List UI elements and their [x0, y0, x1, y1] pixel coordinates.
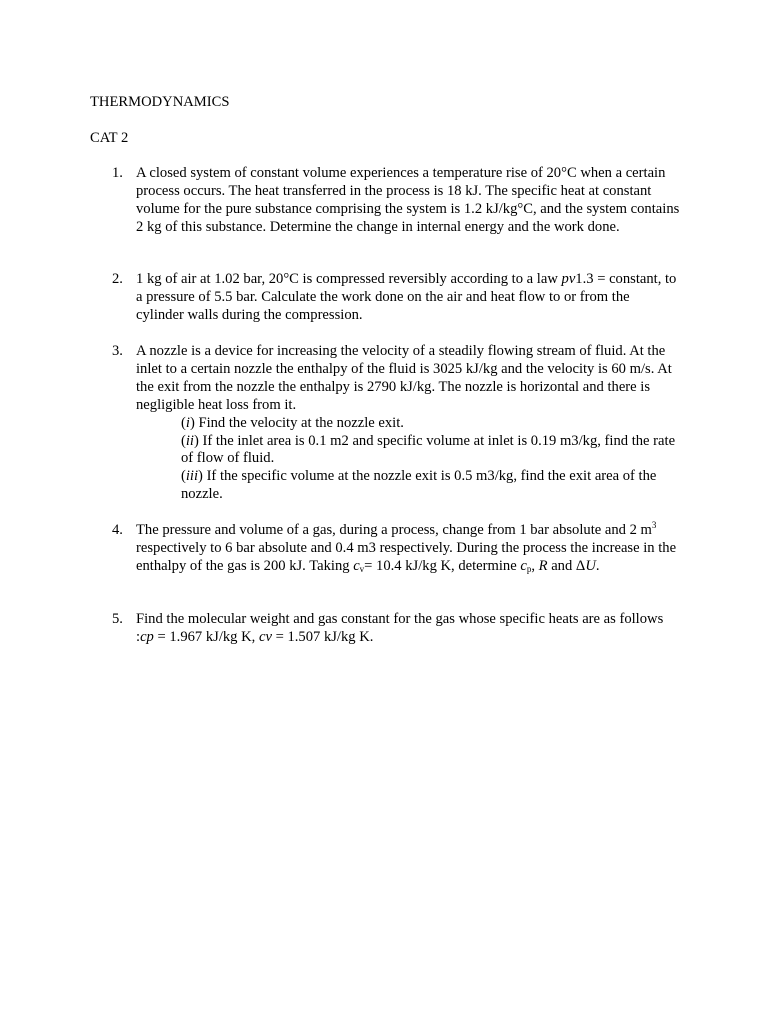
- text-run: respectively to 6 bar absolute and 0.4 m3 respectively. During the process the increase in the enthalpy of the gas is 200 kJ. Taking: [136, 539, 677, 574]
- question-3: [110, 343, 680, 504]
- question-text: [136, 271, 680, 325]
- text-run: and Δ: [547, 557, 586, 574]
- question-number: 3.: [112, 343, 123, 359]
- text-run: .: [595, 557, 600, 574]
- paren-close: ): [198, 468, 203, 485]
- paren-close: ): [193, 432, 199, 449]
- question-text: [136, 611, 680, 647]
- text-run: = 1.967 kJ/kg K,: [153, 628, 259, 645]
- text-run: 1 kg of air at 1.02 bar, 20°C is compressed reversibly according to a law: [136, 271, 562, 287]
- text-run: Find the molecular weight and gas constant for the gas whose specific heats are as follows :: [136, 611, 664, 645]
- question-2: [110, 271, 680, 325]
- italic-run: pv: [561, 271, 576, 287]
- paren-open: (: [181, 414, 186, 431]
- question-4: [110, 522, 680, 576]
- sub-question-label: iii: [185, 468, 199, 485]
- question-number: 4.: [112, 522, 123, 538]
- italic-run: cv: [258, 628, 272, 645]
- question-number: 5.: [112, 611, 123, 627]
- question-text: [136, 522, 680, 576]
- paren-open: (: [181, 468, 186, 485]
- superscript: 3: [651, 520, 657, 530]
- document-subtitle: CAT 2: [90, 130, 129, 146]
- text-run: ,: [531, 557, 539, 574]
- question-number: 1.: [112, 165, 123, 181]
- italic-run: R: [538, 557, 548, 574]
- italic-run: cp: [140, 628, 154, 645]
- italic-run: U: [585, 557, 596, 574]
- question-1: [110, 165, 680, 237]
- question-5: [110, 611, 680, 647]
- document-title: THERMODYNAMICS: [90, 94, 230, 110]
- subscript: p: [526, 563, 532, 574]
- subscript: v: [359, 563, 365, 574]
- text-run: 1.3 = constant, to a pressure of 5.5 bar. Calculate the work done on the air and heat flow to or from the cylinder walls during the compression.: [136, 271, 677, 323]
- text-run: = 10.4 kJ/kg K, determine: [364, 557, 521, 574]
- italic-run: c: [353, 557, 360, 574]
- paren-close: ): [189, 414, 195, 431]
- question-number: 2.: [112, 271, 123, 287]
- sub-question-ii: [181, 433, 680, 469]
- paren-open: (: [181, 432, 186, 449]
- text-run: = 1.507 kJ/kg K.: [271, 628, 374, 645]
- sub-question-text: If the inlet area is 0.1 m2 and specific volume at inlet is 0.19 m3/kg, find the rate of flow of fluid.: [181, 432, 676, 467]
- italic-run: c: [520, 557, 527, 574]
- sub-question-label: ii: [185, 432, 194, 449]
- sub-question-text: Find the velocity at the nozzle exit.: [194, 414, 404, 431]
- sub-question-label: i: [185, 414, 190, 431]
- text-run: The pressure and volume of a gas, during a process, change from 1 bar absolute and 2 m: [136, 522, 652, 538]
- sub-question-text: If the specific volume at the nozzle exit is 0.5 m3/kg, find the exit area of the nozzle.: [181, 468, 657, 503]
- sub-question-i: [181, 415, 680, 433]
- sub-question-iii: [181, 468, 680, 504]
- question-text: A nozzle is a device for increasing the velocity of a steadily flowing stream of fluid. At the inlet to a certain nozzle the enthalpy of the fluid is 3025 kJ/kg and the velocity is 60 m/s. At the exit from the nozzle the enthalpy is 2790 kJ/kg. The nozzle is horizontal and there is negligible heat loss from it.: [136, 343, 672, 413]
- question-text: A closed system of constant volume experiences a temperature rise of 20°C when a certain process occurs. The heat transferred in the process is 18 kJ. The specific heat at constant volume for the pure substance comprising the system is 1.2 kJ/kg°C, and the system contains 2 kg of this substance. Determine the change in internal energy and the work done.: [136, 165, 680, 235]
